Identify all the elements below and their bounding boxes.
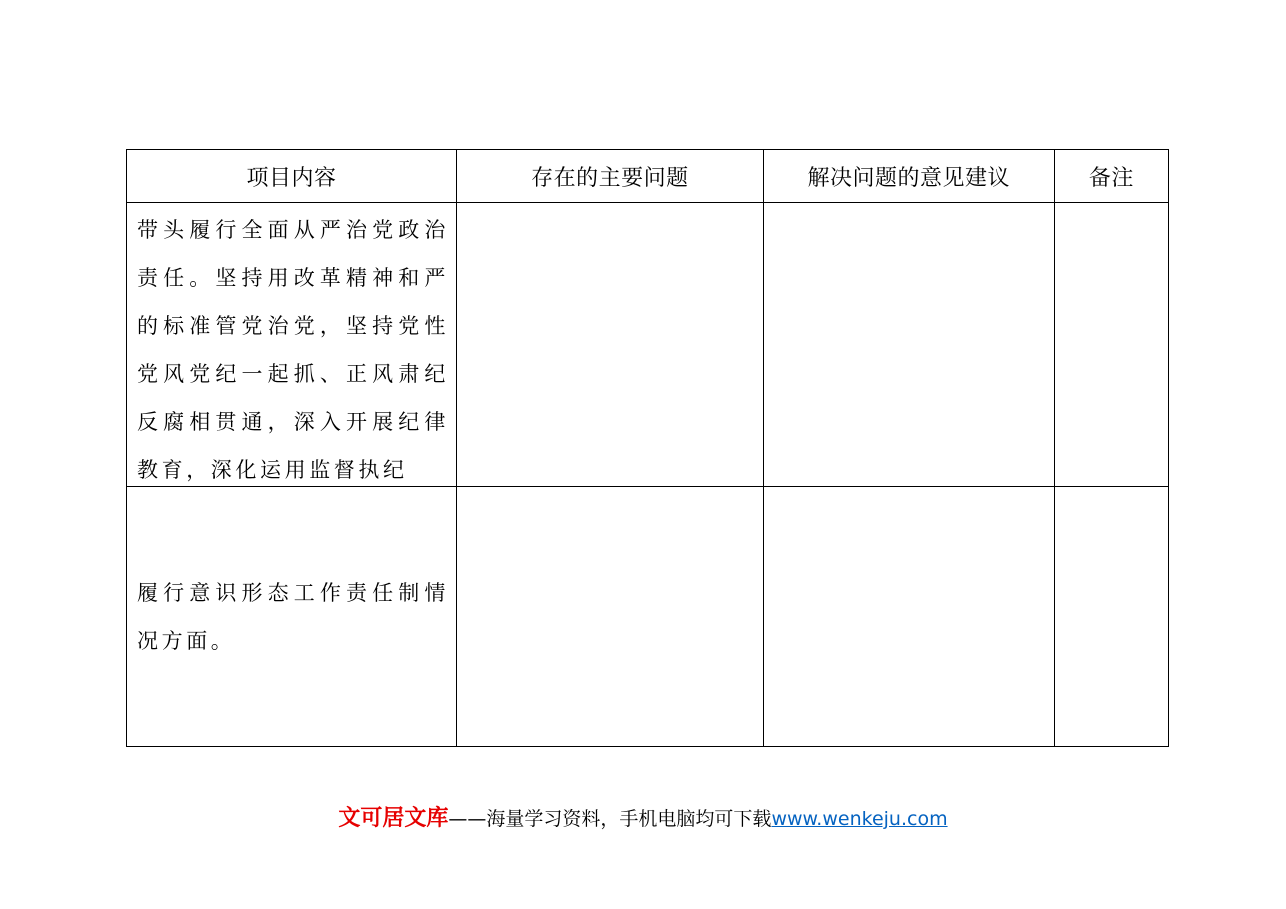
header-suggestions: 解决问题的意见建议	[763, 150, 1054, 203]
footer-site-link[interactable]: www.wenkeju.com	[771, 808, 948, 830]
header-problems: 存在的主要问题	[456, 150, 763, 203]
suggestions-cell	[763, 203, 1054, 487]
table-row	[127, 203, 1169, 487]
page-footer	[0, 803, 1286, 835]
suggestions-cell	[763, 487, 1054, 747]
footer-tagline: ——海量学习资料，手机电脑均可下载	[448, 808, 772, 830]
problems-cell	[456, 487, 763, 747]
content-cell	[127, 203, 457, 487]
content-cell	[127, 487, 457, 747]
problems-cell	[456, 203, 763, 487]
table-row	[127, 487, 1169, 747]
content-text: 履行意识形态工作责任制情况方面。	[137, 580, 449, 653]
footer-brand: 文可居文库	[338, 806, 449, 831]
remarks-cell	[1054, 487, 1168, 747]
table-header-row	[127, 150, 1169, 203]
issues-table	[126, 149, 1169, 747]
remarks-cell	[1054, 203, 1168, 487]
content-text: 带头履行全面从严治党政治责任。坚持用改革精神和严的标准管党治党，坚持党性党风党纪一起抓、正风肃纪反腐相贯通，深入开展纪律教育，深化运用监督执纪	[137, 218, 449, 482]
header-content: 项目内容	[127, 150, 457, 203]
header-remarks: 备注	[1054, 150, 1168, 203]
